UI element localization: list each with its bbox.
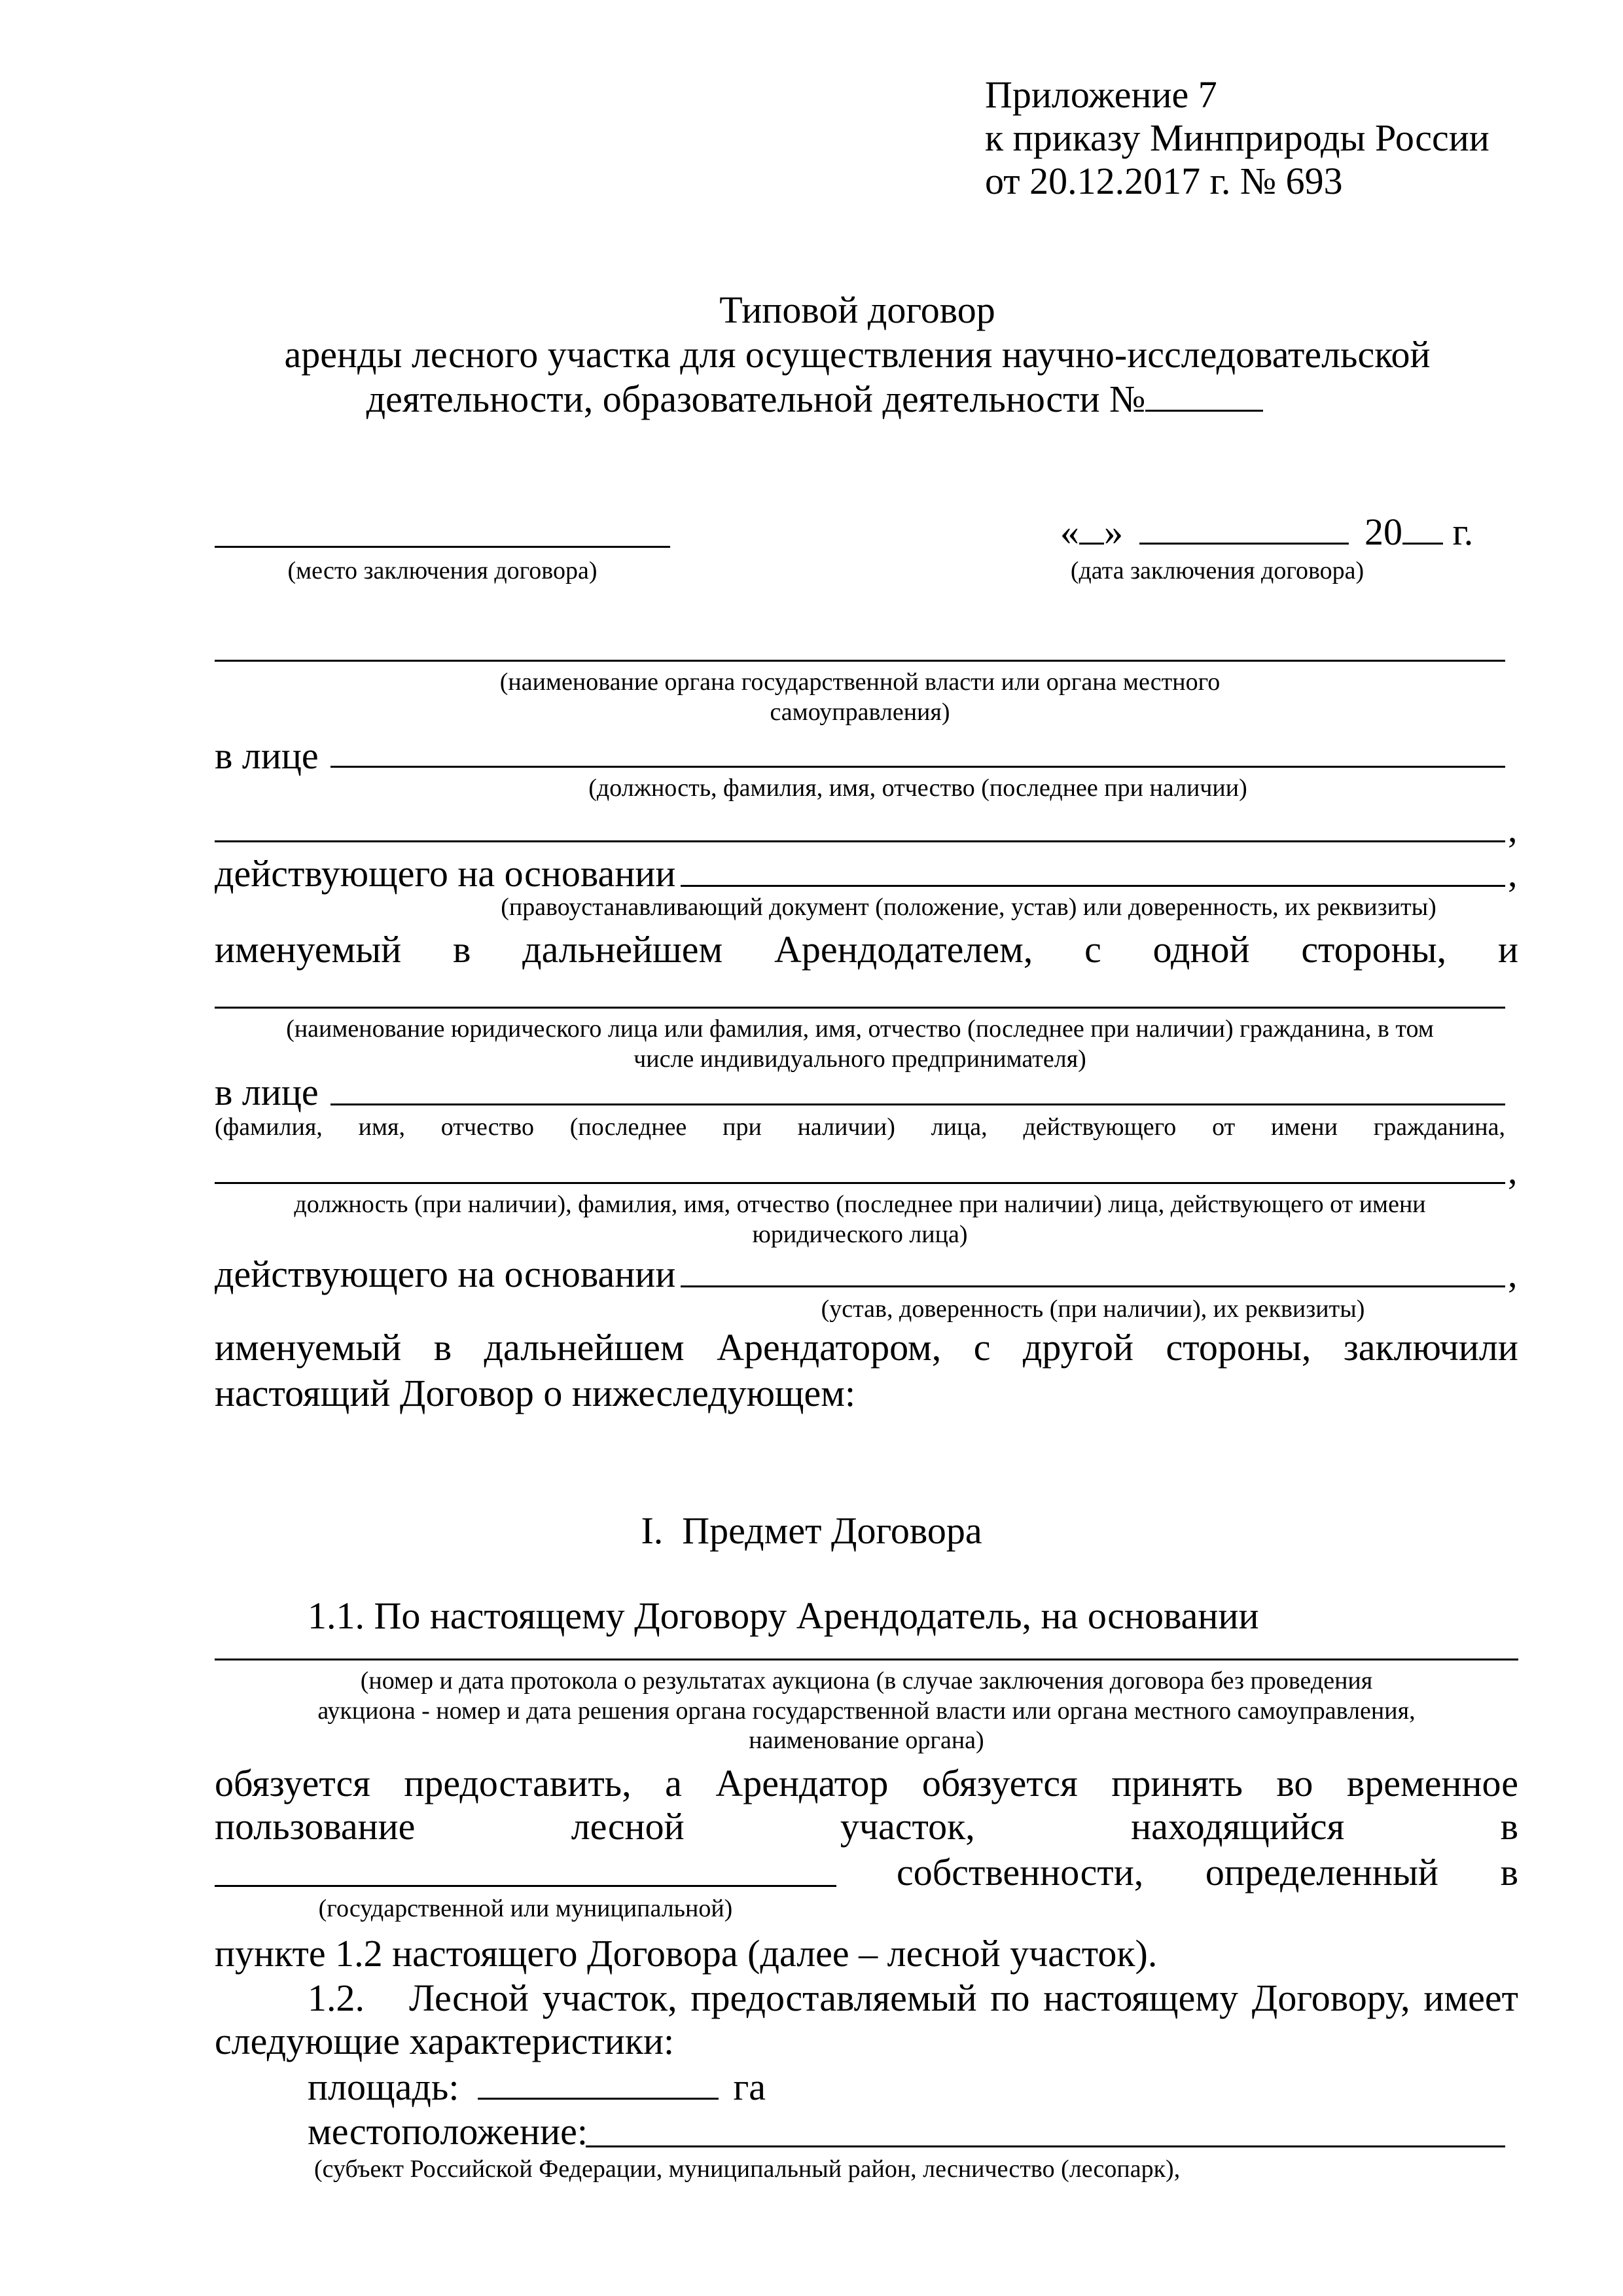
lessor-basis-caption: (правоустанавливающий документ (положение, устав) или доверенность, их реквизиты) [501,893,1436,921]
lessee-word: именуемый [215,1326,402,1369]
ownership-caption: (государственной или муниципальной) [318,1895,733,1922]
area-input[interactable] [478,2069,719,2100]
lessor-word: стороны, [1301,928,1447,971]
date-year-blank[interactable] [1402,514,1443,545]
lessor-named-line [215,928,1518,971]
title-line-2: аренды лесного участка для осуществления научно-исследовательской [284,333,1431,376]
lessee-word: другой [1022,1326,1134,1369]
date-caption: (дата заключения договора) [1070,557,1364,584]
lessee-name-line[interactable] [215,1007,1505,1009]
lessor-basis-line[interactable] [681,885,1505,887]
title-line-3-text: деятельности, образовательной деятельности № [366,378,1146,420]
lessee-basis-line[interactable] [681,1285,1505,1287]
lessor-person-comma: , [1508,808,1518,850]
area-label: площадь: [308,2066,459,2108]
p12-line-2: следующие характеристики: [215,2020,675,2062]
appendix-number: Приложение 7 [985,73,1217,116]
lessee-word: дальнейшем [484,1326,685,1369]
p12-text: Лесной участок, предоставляемый по настоящему Договору, имеет [409,1977,1518,2019]
date-day-blank[interactable] [1079,514,1104,545]
lessor-word: и [1497,928,1518,971]
lessee-caption-word: при [722,1113,762,1141]
lessee-word: Арендатором, [717,1326,942,1369]
date-day-open: « [1060,511,1079,553]
date-year-suffix: г. [1452,511,1474,553]
lessee-person-caption-2-line: должность (при наличии), фамилия, имя, отчество (последнее при наличии) лица, действующего от имени [294,1191,1426,1218]
p11-word: предоставить, [404,1762,632,1804]
p11-word: в [1500,1805,1518,1848]
lessee-caption-word: имени [1270,1113,1338,1141]
lessee-caption-word: отчество [440,1113,534,1141]
lessor-org-line[interactable] [215,660,1505,662]
p11-word: во [1276,1762,1313,1804]
lessor-person-line[interactable] [330,766,1505,768]
p11-caption-1: (номер и дата протокола о результатах аукциона (в случае заключения договора без проведения [360,1667,1373,1695]
section-1-heading: I. Предмет Договора [641,1509,982,1552]
lessor-word: именуемый [215,928,402,971]
lessee-caption-word: (фамилия, [215,1113,323,1141]
document-title [223,288,1492,422]
lessor-person-caption: (должность, фамилия, имя, отчество (последнее при наличии) [588,774,1247,802]
location-line[interactable] [586,2145,1505,2147]
lessor-in-person-label: в лице [215,734,319,777]
lessor-org-caption-2: самоуправления) [770,698,950,726]
lessor-word: в [453,928,471,971]
lessee-person-caption-1 [215,1113,1505,1143]
place-line[interactable] [215,546,670,548]
p11-line-4: пункте 1.2 настоящего Договора (далее – лесной участок). [215,1932,1158,1975]
lessee-caption-word: от [1212,1113,1236,1141]
p11-word: собственности, [897,1851,1144,1893]
p11-caption [215,1666,1518,1756]
lessee-named-line [215,1326,1518,1369]
lessee-in-person-label: в лице [215,1071,319,1113]
lessee-person-line[interactable] [330,1103,1505,1105]
lessor-org-caption-1: (наименование органа государственной власти или органа местного [499,668,1221,696]
lessee-named-line-2: настоящий Договор о нижеследующем: [215,1372,856,1414]
p11-line-1 [215,1762,1518,1804]
place-caption: (место заключения договора) [287,557,597,584]
lessee-word: в [433,1326,452,1369]
area-field [308,2068,766,2106]
p11-word: а [665,1762,682,1804]
p11-word: находящийся [1131,1805,1345,1848]
lessor-basis-comma: , [1508,852,1518,895]
date-day-close: » [1104,511,1123,553]
p11-word: участок, [840,1805,975,1848]
p11-word: обязуется [215,1762,370,1804]
lessee-person-line-2[interactable] [215,1182,1505,1184]
ownership-line[interactable] [215,1885,836,1887]
lessee-person-caption-2 [215,1190,1505,1249]
contract-number-blank[interactable] [1145,381,1263,412]
appendix-date: от 20.12.2017 г. № 693 [985,160,1343,202]
title-line-1: Типовой договор [719,289,995,331]
lessee-caption-word: действующего [1023,1113,1177,1141]
lessor-word: с [1084,928,1101,971]
lessee-person-comma: , [1508,1149,1518,1192]
lessor-org-caption [215,668,1505,727]
appendix-order: к приказу Минприроды России [985,117,1489,159]
lessor-person-line-2[interactable] [215,840,1505,842]
p11-line-3 [897,1851,1518,1893]
lessee-word: стороны, [1166,1326,1311,1369]
lessee-person-caption-3-line: юридического лица) [752,1220,968,1248]
lessee-acting-label: действующего на основании [215,1253,676,1295]
lessor-acting-label: действующего на основании [215,852,676,895]
p11-word: пользование [215,1805,416,1848]
p11-intro: 1.1. По настоящему Договору Арендодатель, на основании [308,1594,1259,1637]
lessee-caption-word: лица, [931,1113,988,1141]
lessee-name-caption-2: числе индивидуального предпринимателя) [633,1045,1086,1073]
lessee-word: с [973,1326,991,1369]
p12-number: 1.2. [308,1977,365,2019]
date-year-prefix: 20 [1364,511,1402,553]
p11-word: определенный [1205,1851,1438,1893]
p11-basis-line[interactable] [215,1659,1518,1660]
date-line [1060,513,1473,551]
p11-caption-2: аукциона - номер и дата решения органа государственной власти или органа местного самоуправления, [317,1696,1416,1725]
date-month-blank[interactable] [1139,514,1349,545]
title-line-3 [137,377,1492,422]
location-label: местоположение: [308,2110,588,2153]
lessee-word: заключили [1343,1326,1518,1369]
lessee-basis-comma: , [1508,1253,1518,1295]
appendix-header [985,73,1489,203]
lessee-caption-word: имя, [358,1113,405,1141]
p11-word: временное [1346,1762,1518,1804]
p11-word: лесной [571,1805,685,1848]
p11-word: Арендатор [715,1762,889,1804]
lessee-caption-word: гражданина, [1373,1113,1505,1141]
p11-word: в [1500,1851,1518,1893]
p11-caption-3: наименование органа) [749,1727,984,1755]
lessee-basis-caption: (устав, доверенность (при наличии), их реквизиты) [821,1295,1365,1323]
lessee-name-caption-1: (наименование юридического лица или фамилия, имя, отчество (последнее при наличии) гражданина, в том [286,1015,1434,1043]
p11-line-2 [215,1805,1518,1848]
lessor-word: дальнейшем [522,928,723,971]
p11-word: принять [1111,1762,1243,1804]
lessor-word: одной [1152,928,1250,971]
p11-word: обязуется [921,1762,1078,1804]
location-caption: (субъект Российской Федерации, муниципальный район, лесничество (лесопарк), [314,2155,1181,2183]
lessor-word: Арендодателем, [774,928,1033,971]
area-unit: га [733,2066,766,2108]
lessee-name-caption [215,1014,1505,1074]
lessee-caption-word: (последнее [569,1113,687,1141]
lessee-caption-word: наличии) [797,1113,895,1141]
